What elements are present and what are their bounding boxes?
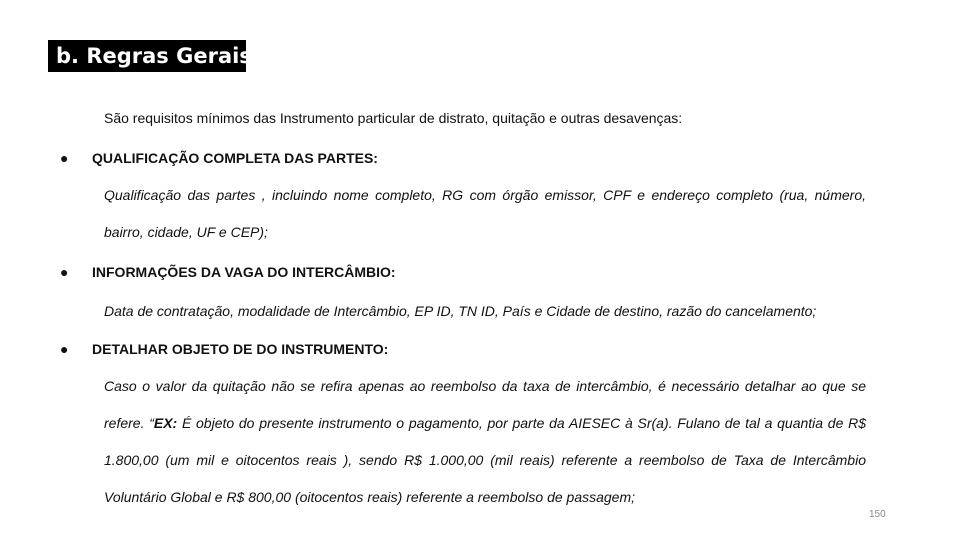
paragraph-text-start: Caso o valor da quitação não se refira apenas ao reembolso da taxa de intercâmbio, é necessário detalhar ao que se refere. “ xyxy=(104,378,866,431)
paragraph-informacoes: Data de contratação, modalidade de Intercâmbio, EP ID, TN ID, País e Cidade de destino, razão do cancelamento; xyxy=(104,303,817,319)
paragraph-qualificacao: Qualificação das partes , incluindo nome completo, RG com órgão emissor, CPF e endereço completo (rua, número, bairro, cidade, UF e CEP); xyxy=(104,187,866,240)
heading-text: QUALIFICAÇÃO COMPLETA DAS PARTES: xyxy=(92,150,378,166)
intro-text: São requisitos mínimos das Instrumento particular de distrato, quitação e outras desavenças: xyxy=(104,110,683,126)
heading-text: DETALHAR OBJETO DE DO INSTRUMENTO: xyxy=(92,341,389,357)
page-number: 150 xyxy=(869,509,886,520)
bullet-heading-objeto xyxy=(60,341,388,357)
bullet-icon: ● xyxy=(60,264,69,280)
example-label: EX: xyxy=(153,415,178,431)
bullet-heading-informacoes xyxy=(60,264,396,280)
heading-text: INFORMAÇÕES DA VAGA DO INTERCÂMBIO: xyxy=(92,264,396,280)
paragraph-objeto xyxy=(104,368,866,516)
section-title: b. Regras Gerais xyxy=(48,40,246,72)
bullet-icon: ● xyxy=(60,150,69,166)
paragraph-text-end: É objeto do presente instrumento o pagamento, por parte da AIESEC à Sr(a). Fulano de tal a quantia de R$ 1.800,00 (um mil e oitocentos reais ), sendo R$ 1.000,00 (mil reais) referente a reembolso de Taxa de Intercâmbio Voluntário Global e R$ 800,00 (oitocentos reais) referente a reembolso de passagem; xyxy=(104,415,866,505)
bullet-icon: ● xyxy=(60,341,69,357)
bullet-heading-qualificacao xyxy=(60,150,378,166)
